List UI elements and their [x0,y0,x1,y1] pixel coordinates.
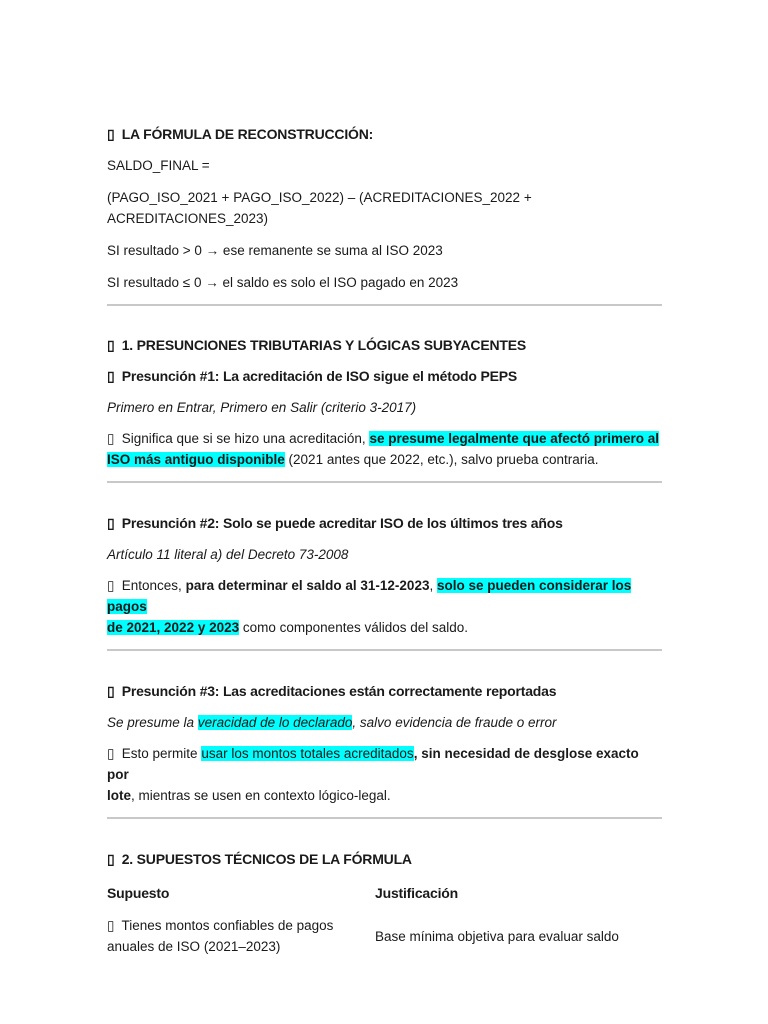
assumptions-table-header [107,883,662,903]
formula-line-3: SI resultado > 0 → ese remanente se suma al ISO 2023 [107,243,443,258]
formula-line-2: (PAGO_ISO_2021 + PAGO_ISO_2022) – (ACREDITACIONES_2022 + ACREDITACIONES_2023) [107,190,532,226]
missing-glyph-icon: ▯ [107,368,115,384]
divider [107,481,662,483]
document-content [107,120,662,957]
row1-justificacion: Base mínima objetiva para evaluar saldo [375,928,619,944]
p2-highlight-a: solo se pueden considerar los pagos [107,578,632,614]
presumption1-title-text: Presunción #1: La acreditación de ISO sigue el método PEPS [121,368,517,384]
presumption2-title [107,513,662,533]
presumption1-title [107,366,662,386]
p3-highlight-a: usar los montos totales acreditados [201,746,414,761]
section1-title: 1. PRESUNCIONES TRIBUTARIAS Y LÓGICAS SUBYACENTES [121,337,527,353]
presumption3-title-text: Presunción #3: Las acreditaciones están correctamente reportadas [121,683,557,699]
presumption2-paragraph: ▯ Entonces, para determinar el saldo al 31-12-2023, solo se pueden considerar los pagos de 2021, 2022 y 2023 como componentes válidos del saldo. [107,575,662,638]
row1-supuesto-a: Tienes montos confiables de pagos [121,918,334,933]
table-row [107,915,662,957]
divider [107,304,662,306]
presumption3-title [107,681,662,701]
missing-glyph-icon: ▯ [107,918,115,933]
formula-title: LA FÓRMULA DE RECONSTRUCCIÓN: [121,126,374,142]
p3-text-b: , mientras se usen en contexto lógico-legal. [131,788,391,803]
presumption1-subtitle: Primero en Entrar, Primero en Salir (criterio 3-2017) [107,400,417,415]
presumption2-subtitle: Artículo 11 literal a) del Decreto 73-2008 [107,547,349,562]
missing-glyph-icon: ▯ [107,431,115,446]
p3-sub-b: , salvo evidencia de fraude o error [352,715,557,730]
divider [107,817,662,819]
presumption2-title-text: Presunción #2: Solo se puede acreditar ISO de los últimos tres años [121,515,563,531]
column-header-supuesto: Supuesto [107,885,170,901]
formula-heading [107,124,662,144]
p3-bold-a: , sin necesidad de desglose exacto por [107,746,639,782]
section1-heading [107,335,662,355]
formula-line-1: SALDO_FINAL = [107,158,210,173]
missing-glyph-icon: ▯ [107,337,115,353]
p3-bold-b: lote [107,788,132,803]
divider [107,649,662,651]
missing-glyph-icon: ▯ [107,126,115,142]
p2-text-b: como componentes válidos del saldo. [242,620,469,635]
p2-text-a: Entonces, [121,578,182,593]
p3-sub-a: Se presume la [107,715,195,730]
column-header-justificacion: Justificación [375,885,458,901]
presumption3-subtitle [107,712,662,733]
p3-text-a: Esto permite [121,746,198,761]
presumption3-paragraph [107,743,662,806]
p1-text-b: (2021 antes que 2022, etc.), salvo prueba contraria. [288,452,599,467]
p3-sub-highlight: veracidad de lo declarado [197,715,353,730]
p1-highlight-a: se presume legalmente que afectó primero al [369,431,660,446]
missing-glyph-icon: ▯ [107,515,115,531]
p2-bold-a: para determinar el saldo al 31-12-2023 [185,578,430,593]
missing-glyph-icon: ▯ [107,578,115,593]
missing-glyph-icon: ▯ [107,746,115,761]
p2-highlight-b: de 2021, 2022 y 2023 [107,620,240,635]
row1-supuesto [107,915,375,957]
section2-title: 2. SUPUESTOS TÉCNICOS DE LA FÓRMULA [121,851,412,867]
p1-text-a: Significa que si se hizo una acreditación, [121,431,366,446]
row1-supuesto-b: anuales de ISO (2021–2023) [107,939,281,954]
presumption1-paragraph [107,428,662,470]
section2-heading [107,849,662,869]
p1-highlight-b: ISO más antiguo disponible [107,452,285,467]
missing-glyph-icon: ▯ [107,683,115,699]
formula-line-4: SI resultado ≤ 0 → el saldo es solo el ISO pagado en 2023 [107,275,459,290]
missing-glyph-icon: ▯ [107,851,115,867]
